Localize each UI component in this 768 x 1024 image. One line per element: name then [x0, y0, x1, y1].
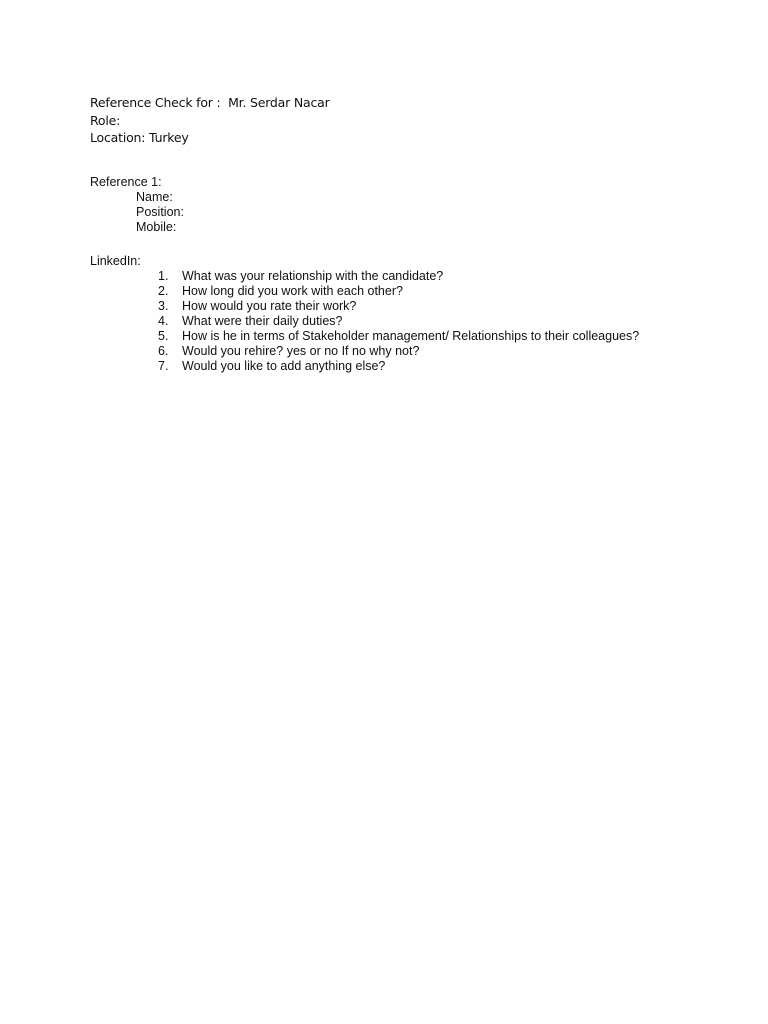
list-item [156, 299, 639, 314]
location-line: Location: Turkey [90, 130, 189, 145]
list-item-text: What were their daily duties? [182, 314, 343, 328]
reference-name-field: Name: [136, 190, 173, 204]
document-header [90, 94, 330, 147]
list-item-number: 7. [158, 359, 169, 373]
list-item-number: 4. [158, 314, 169, 328]
list-item [156, 359, 639, 374]
role-line: Role: [90, 112, 121, 128]
list-item-text: What was your relationship with the candidate? [182, 269, 444, 283]
list-item [156, 329, 639, 344]
list-item [156, 269, 639, 284]
list-item-text: How is he in terms of Stakeholder management/ Relationships to their colleagues? [182, 329, 640, 343]
list-item-text: How would you rate their work? [182, 299, 357, 313]
reference-fields [136, 190, 184, 235]
list-item-number: 2. [158, 284, 169, 298]
list-item-text: How long did you work with each other? [182, 284, 403, 298]
list-item-number: 5. [158, 329, 169, 343]
list-item [156, 344, 639, 359]
list-item [156, 284, 639, 299]
list-item-number: 1. [158, 269, 169, 283]
list-item-number: 6. [158, 344, 169, 358]
reference-mobile-field: Mobile: [136, 220, 177, 234]
list-item-text: Would you like to add anything else? [182, 359, 386, 373]
question-list [156, 269, 639, 374]
reference-position-field: Position: [136, 205, 184, 219]
list-item-number: 3. [158, 299, 169, 313]
list-item [156, 314, 639, 329]
reference-check-title: Reference Check for : Mr. Serdar Nacar [90, 95, 330, 110]
reference-heading: Reference 1: [90, 175, 162, 189]
list-item-text: Would you rehire? yes or no If no why not? [182, 344, 420, 358]
linkedin-heading: LinkedIn: [90, 254, 141, 268]
